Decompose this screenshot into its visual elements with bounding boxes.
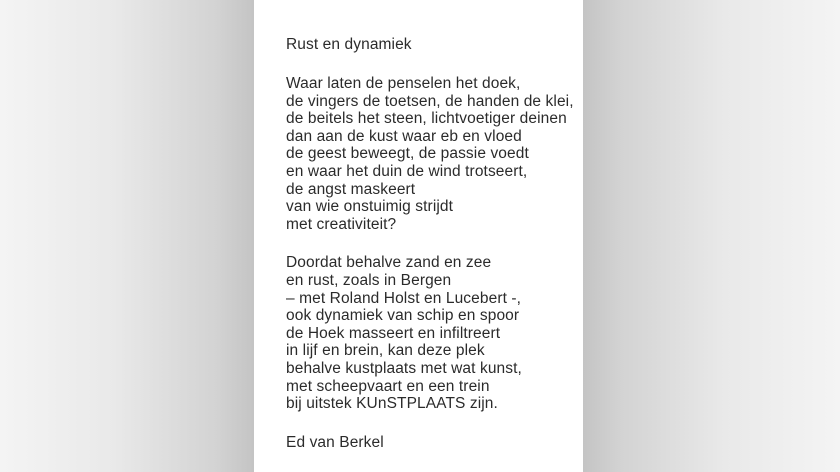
poem-line: en waar het duin de wind trotseert, bbox=[286, 162, 528, 180]
poem-line: van wie onstuimig strijdt bbox=[286, 198, 454, 216]
poem-line: met creativiteit? bbox=[286, 215, 397, 233]
poem-line: behalve kustplaats met wat kunst, bbox=[286, 359, 522, 377]
poem-line: bij uitstek KUnSTPLAATS zijn. bbox=[286, 395, 498, 413]
poem-line: de Hoek masseert en infiltreert bbox=[286, 324, 501, 342]
poem-line: en rust, zoals in Bergen bbox=[286, 271, 452, 289]
poem-line: ook dynamiek van schip en spoor bbox=[286, 307, 520, 325]
poem-line: de beitels het steen, lichtvoetiger deinen bbox=[286, 110, 567, 128]
poem-stanza-2 bbox=[286, 254, 583, 412]
poem-line: in lijf en brein, kan deze plek bbox=[286, 342, 485, 360]
poem-line: met scheepvaart en een trein bbox=[286, 377, 490, 395]
blurred-background-right bbox=[583, 0, 840, 472]
poem-page bbox=[254, 0, 583, 472]
blurred-background-left bbox=[0, 0, 254, 472]
poem-line: de geest beweegt, de passie voedt bbox=[286, 145, 529, 163]
poem-line: Doordat behalve zand en zee bbox=[286, 254, 492, 272]
poem-line: de angst maskeert bbox=[286, 180, 416, 198]
poem-author: Ed van Berkel bbox=[286, 433, 384, 451]
poem-line: Waar laten de penselen het doek, bbox=[286, 75, 521, 92]
poem-line: dan aan de kust waar eb en vloed bbox=[286, 127, 522, 145]
poem-title: Rust en dynamiek bbox=[286, 36, 412, 53]
poem-stanza-1 bbox=[286, 75, 583, 233]
poem-line: – met Roland Holst en Lucebert -, bbox=[286, 289, 522, 307]
poem-line: de vingers de toetsen, de handen de klei, bbox=[286, 92, 574, 110]
